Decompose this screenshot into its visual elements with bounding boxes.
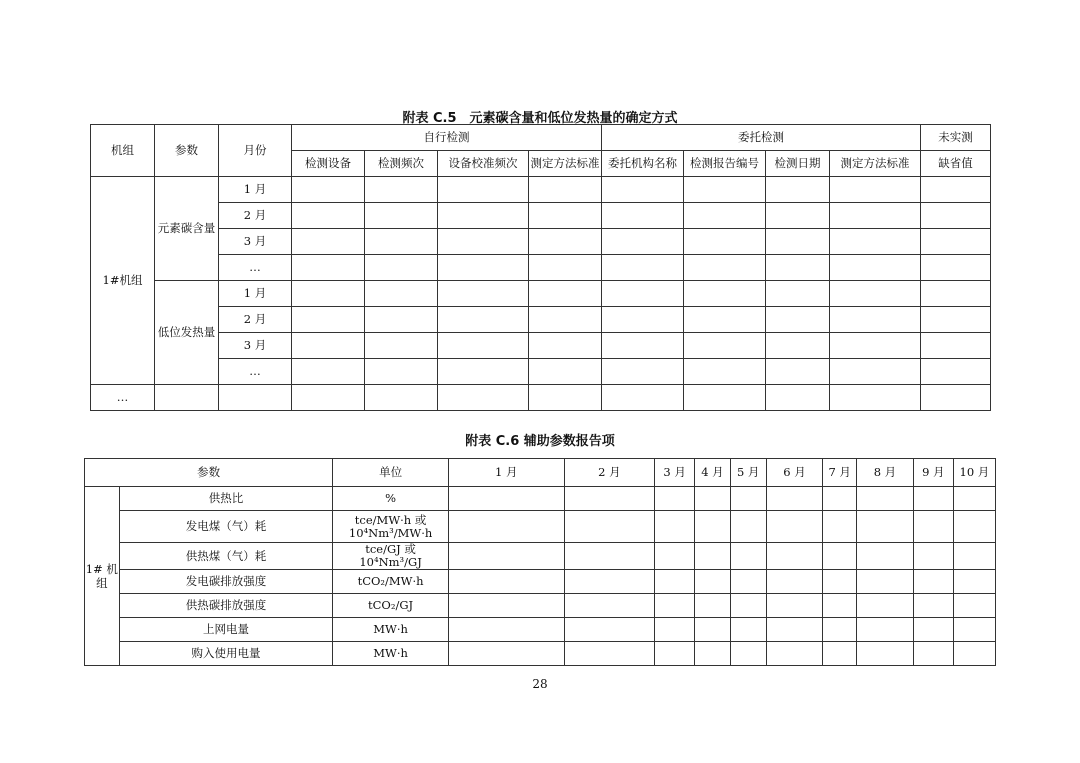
table-cell xyxy=(438,333,529,359)
table-cell xyxy=(921,333,991,359)
table-row xyxy=(91,333,991,359)
table-cell xyxy=(766,229,830,255)
table-cell xyxy=(766,642,823,666)
table-cell xyxy=(602,229,684,255)
table-cell xyxy=(823,642,857,666)
unit-value: tce/GJ 或 10⁴Nm³/GJ xyxy=(333,543,449,570)
unit-value: tCO₂/GJ xyxy=(333,594,449,618)
unit-value: % xyxy=(333,487,449,511)
month-header: 7 月 xyxy=(823,459,857,487)
table-cell xyxy=(564,618,654,642)
table-cell xyxy=(529,307,602,333)
table-cell xyxy=(564,487,654,511)
table-cell xyxy=(292,359,365,385)
month-header: 1 月 xyxy=(448,459,564,487)
month-label: … xyxy=(219,255,292,281)
table-cell xyxy=(529,333,602,359)
table-cell xyxy=(766,255,830,281)
table-cell xyxy=(921,307,991,333)
table-cell xyxy=(448,487,564,511)
table-cell xyxy=(438,203,529,229)
month-header: 9 月 xyxy=(913,459,953,487)
table-cell xyxy=(913,594,953,618)
table-cell xyxy=(830,307,921,333)
table-c5 xyxy=(90,124,991,411)
table-row xyxy=(85,543,996,570)
table-cell xyxy=(448,511,564,543)
table-cell xyxy=(684,177,766,203)
table-cell xyxy=(766,487,823,511)
table-cell xyxy=(438,307,529,333)
table-cell xyxy=(564,570,654,594)
page-number: 28 xyxy=(532,677,548,691)
table-cell xyxy=(529,255,602,281)
table-cell xyxy=(365,203,438,229)
header-param: 参数 xyxy=(155,125,219,177)
table-cell xyxy=(292,333,365,359)
table-cell xyxy=(921,177,991,203)
table-cell xyxy=(292,255,365,281)
subheader-cell: 测定方法标准 xyxy=(830,151,921,177)
unit-label: 1# 机 组 xyxy=(85,487,120,666)
month-label: 3 月 xyxy=(219,229,292,255)
month-label: 1 月 xyxy=(219,281,292,307)
table-cell xyxy=(766,307,830,333)
table-cell xyxy=(602,307,684,333)
table-row xyxy=(85,487,996,511)
table-cell xyxy=(830,385,921,411)
month-label: 1 月 xyxy=(219,177,292,203)
table-cell xyxy=(684,281,766,307)
table-cell xyxy=(529,359,602,385)
table-cell xyxy=(857,487,914,511)
param-label: 发电煤（气）耗 xyxy=(119,511,333,543)
param-label: 元素碳含量 xyxy=(155,177,219,281)
month-header: 5 月 xyxy=(730,459,766,487)
table-cell xyxy=(564,594,654,618)
table-cell xyxy=(602,333,684,359)
unit-value: MW·h xyxy=(333,642,449,666)
table-cell xyxy=(655,570,695,594)
table-cell xyxy=(438,359,529,385)
table-cell xyxy=(766,594,823,618)
table-cell xyxy=(766,177,830,203)
param-label: 供热碳排放强度 xyxy=(119,594,333,618)
table-cell xyxy=(730,511,766,543)
table-cell xyxy=(695,511,731,543)
table-cell xyxy=(602,255,684,281)
table-cell xyxy=(684,203,766,229)
table-cell xyxy=(365,333,438,359)
table-cell xyxy=(766,618,823,642)
table-cell xyxy=(953,642,995,666)
table-cell xyxy=(684,229,766,255)
param-label: 上网电量 xyxy=(119,618,333,642)
table-cell xyxy=(292,307,365,333)
table-cell xyxy=(830,281,921,307)
table-cell xyxy=(823,543,857,570)
table-cell xyxy=(766,359,830,385)
table-cell xyxy=(365,281,438,307)
table-cell xyxy=(655,642,695,666)
table-cell xyxy=(602,177,684,203)
subheader-cell: 设备校准频次 xyxy=(438,151,529,177)
month-header: 8 月 xyxy=(857,459,914,487)
table-row xyxy=(91,307,991,333)
month-label: 3 月 xyxy=(219,333,292,359)
table-cell xyxy=(830,255,921,281)
param-label: 发电碳排放强度 xyxy=(119,570,333,594)
table-cell xyxy=(448,594,564,618)
param-label: 低位发热量 xyxy=(155,281,219,385)
table-cell xyxy=(857,642,914,666)
ellipsis-cell: … xyxy=(91,385,155,411)
table-cell xyxy=(913,511,953,543)
table-cell xyxy=(365,229,438,255)
table-row xyxy=(91,255,991,281)
table-cell xyxy=(857,511,914,543)
table-cell xyxy=(684,385,766,411)
table-cell xyxy=(655,543,695,570)
month-header: 4 月 xyxy=(695,459,731,487)
table-row xyxy=(91,281,991,307)
subheader-cell: 检测日期 xyxy=(766,151,830,177)
table-cell xyxy=(602,281,684,307)
table-cell xyxy=(823,511,857,543)
table-cell xyxy=(292,177,365,203)
table-cell xyxy=(365,385,438,411)
table-cell xyxy=(529,177,602,203)
table-row xyxy=(85,594,996,618)
table-cell xyxy=(529,385,602,411)
table-cell xyxy=(684,307,766,333)
table-cell xyxy=(655,618,695,642)
table-cell xyxy=(655,487,695,511)
table-row xyxy=(85,618,996,642)
table-cell xyxy=(857,594,914,618)
header-unit: 单位 xyxy=(333,459,449,487)
table-cell xyxy=(921,359,991,385)
header-month: 月份 xyxy=(219,125,292,177)
subheader-cell: 检测设备 xyxy=(292,151,365,177)
table-cell xyxy=(921,229,991,255)
table-cell xyxy=(823,594,857,618)
table-cell xyxy=(292,203,365,229)
table-cell xyxy=(830,229,921,255)
table-cell xyxy=(602,385,684,411)
table-cell xyxy=(438,177,529,203)
table-cell xyxy=(448,642,564,666)
table-cell xyxy=(438,281,529,307)
table-cell xyxy=(953,570,995,594)
table-cell xyxy=(830,333,921,359)
table-cell xyxy=(365,307,438,333)
table-cell xyxy=(823,570,857,594)
table-c6 xyxy=(84,458,996,666)
subheader-cell: 检测频次 xyxy=(365,151,438,177)
subheader-cell: 委托机构名称 xyxy=(602,151,684,177)
table-cell xyxy=(913,543,953,570)
table-row xyxy=(91,229,991,255)
table-cell xyxy=(655,511,695,543)
param-label: 供热比 xyxy=(119,487,333,511)
table-cell xyxy=(766,281,830,307)
table-cell xyxy=(684,255,766,281)
table-cell xyxy=(730,642,766,666)
table-cell xyxy=(766,543,823,570)
month-header: 6 月 xyxy=(766,459,823,487)
table-cell xyxy=(695,543,731,570)
table-cell xyxy=(766,511,823,543)
month-label: 2 月 xyxy=(219,203,292,229)
month-header: 10 月 xyxy=(953,459,995,487)
table-cell xyxy=(292,385,365,411)
header-not-tested: 未实测 xyxy=(921,125,991,151)
month-label: … xyxy=(219,359,292,385)
table-cell xyxy=(921,281,991,307)
table-cell xyxy=(730,594,766,618)
table-cell xyxy=(913,570,953,594)
table-row xyxy=(91,359,991,385)
table-c6-title: 附表 C.6 辅助参数报告项 xyxy=(465,434,615,449)
table-cell xyxy=(830,177,921,203)
param-label: 购入使用电量 xyxy=(119,642,333,666)
table-cell xyxy=(564,642,654,666)
table-row xyxy=(85,511,996,543)
table-cell xyxy=(730,543,766,570)
table-cell xyxy=(438,385,529,411)
header-unit: 机组 xyxy=(91,125,155,177)
table-cell xyxy=(365,359,438,385)
table-cell xyxy=(766,385,830,411)
table-cell xyxy=(448,570,564,594)
table-cell xyxy=(730,487,766,511)
table-cell xyxy=(913,618,953,642)
table-row xyxy=(85,570,996,594)
table-cell xyxy=(684,359,766,385)
table-cell xyxy=(155,385,219,411)
table-cell xyxy=(602,203,684,229)
table-cell xyxy=(953,487,995,511)
table-cell xyxy=(684,333,766,359)
table-cell xyxy=(438,229,529,255)
table-cell xyxy=(953,594,995,618)
unit-value: tCO₂/MW·h xyxy=(333,570,449,594)
table-cell xyxy=(857,543,914,570)
table-cell xyxy=(921,203,991,229)
table-cell xyxy=(953,543,995,570)
unit-label: 1#机组 xyxy=(91,177,155,385)
table-cell xyxy=(695,570,731,594)
table-cell xyxy=(823,618,857,642)
table-cell xyxy=(695,618,731,642)
table-cell xyxy=(913,642,953,666)
table-cell xyxy=(953,511,995,543)
table-cell xyxy=(529,229,602,255)
table-cell xyxy=(695,487,731,511)
table-cell xyxy=(857,570,914,594)
table-row xyxy=(91,177,991,203)
table-cell xyxy=(448,618,564,642)
header-self-test: 自行检测 xyxy=(292,125,602,151)
month-header: 2 月 xyxy=(564,459,654,487)
table-cell xyxy=(529,203,602,229)
table-cell xyxy=(921,385,991,411)
table-cell xyxy=(913,487,953,511)
subheader-cell: 测定方法标准 xyxy=(529,151,602,177)
table-row xyxy=(91,385,991,411)
table-cell xyxy=(655,594,695,618)
table-cell xyxy=(730,570,766,594)
header-param: 参数 xyxy=(85,459,333,487)
table-c5-title: 附表 C.5 元素碳含量和低位发热量的确定方式 xyxy=(402,111,678,126)
table-cell xyxy=(730,618,766,642)
table-cell xyxy=(823,487,857,511)
table-cell xyxy=(564,543,654,570)
month-header: 3 月 xyxy=(655,459,695,487)
table-cell xyxy=(695,594,731,618)
table-cell xyxy=(921,255,991,281)
table-row xyxy=(85,642,996,666)
table-cell xyxy=(766,333,830,359)
table-cell xyxy=(602,359,684,385)
table-cell xyxy=(365,177,438,203)
header-entrusted: 委托检测 xyxy=(602,125,921,151)
table-cell xyxy=(953,618,995,642)
table-cell xyxy=(766,203,830,229)
table-cell xyxy=(438,255,529,281)
table-cell xyxy=(564,511,654,543)
table-cell xyxy=(529,281,602,307)
table-cell xyxy=(857,618,914,642)
subheader-cell: 缺省值 xyxy=(921,151,991,177)
table-cell xyxy=(219,385,292,411)
table-row xyxy=(91,203,991,229)
table-cell xyxy=(292,281,365,307)
table-cell xyxy=(766,570,823,594)
unit-value: MW·h xyxy=(333,618,449,642)
param-label: 供热煤（气）耗 xyxy=(119,543,333,570)
table-cell xyxy=(695,642,731,666)
table-cell xyxy=(830,359,921,385)
table-cell xyxy=(365,255,438,281)
table-cell xyxy=(830,203,921,229)
table-cell xyxy=(292,229,365,255)
unit-value: tce/MW·h 或 10⁴Nm³/MW·h xyxy=(333,511,449,543)
table-cell xyxy=(448,543,564,570)
subheader-cell: 检测报告编号 xyxy=(684,151,766,177)
month-label: 2 月 xyxy=(219,307,292,333)
